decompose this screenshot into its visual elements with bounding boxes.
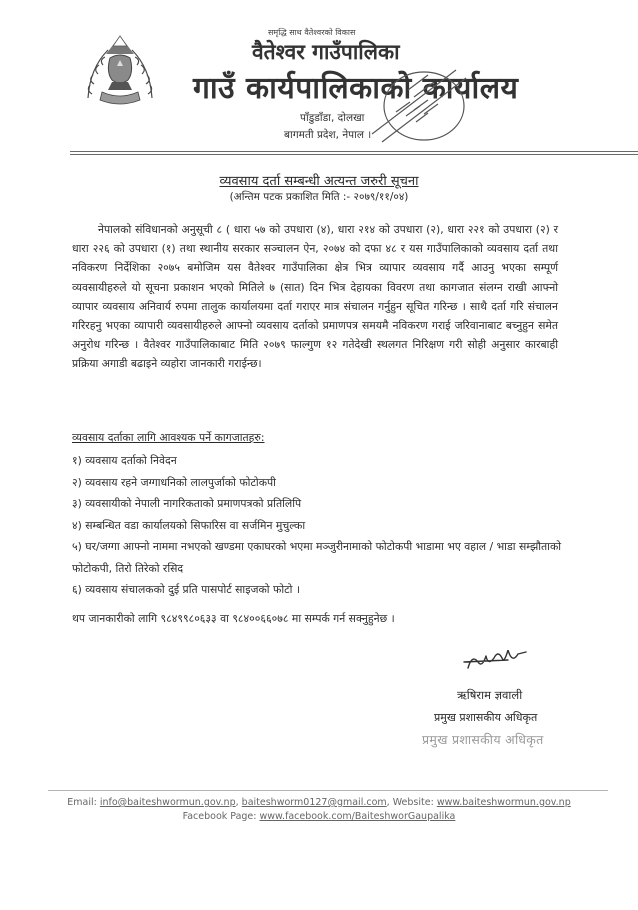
org-name-line2: गाउँ कार्यपालिकाको कार्यालय xyxy=(193,71,519,106)
address-line1: पाँडुडाँडा, दोलखा xyxy=(300,112,365,124)
header-divider-bottom xyxy=(70,154,638,155)
handwritten-signature-icon xyxy=(462,650,532,672)
facebook-link[interactable]: www.facebook.com/BaiteshworGaupalika xyxy=(259,811,456,822)
requirement-item: ६) व्यवसाय संचालकको दुई प्रति पासपोर्ट साइजको फोटो । xyxy=(72,583,300,596)
signatory-stamp: प्रमुख प्रशासकीय अधिकृत xyxy=(422,732,544,747)
motto: समृद्धि साथ वैतेश्वरको विकास xyxy=(268,28,356,37)
requirement-item: ३) व्यवसायीको नेपाली नागरिकताको प्रमाणपत्रको प्रतिलिपि xyxy=(72,497,302,510)
contact-info: थप जानकारीको लागि ९८४९९८०६३३ वा ९८४००६६०७८ मा सम्पर्क गर्न सक्नुहुनेछ । xyxy=(72,612,395,625)
nepal-emblem-icon xyxy=(80,28,160,110)
requirement-item: ५) घर/जग्गा आफ्नो नाममा नभएको खण्डमा एकाघरको भएमा मञ्जुरीनामाको फोटोकपी भाडामा भए वहाल / भाडा सम्झौताको फोटोकपी, तिरो तिरेको रसिद xyxy=(72,540,562,575)
facebook-label: Facebook Page: xyxy=(182,811,257,822)
footer-facebook-line xyxy=(0,811,638,822)
signatory-name: ऋषिराम ज्ञवाली xyxy=(457,688,523,702)
requirement-item: २) व्यवसाय रहने जग्गाधनिको लालपुर्जाको फोटोकपी xyxy=(72,475,276,489)
notice-subtitle: (अन्तिम पटक प्रकाशित मिति :- २०७९/११/०४) xyxy=(229,191,409,203)
email-link-info[interactable]: info@baiteshwormun.gov.np xyxy=(99,797,236,808)
requirement-item: ४) सम्बन्धित वडा कार्यालयको सिफारिस वा सर्जमिन मुचुल्का xyxy=(72,518,306,532)
requirements-list xyxy=(72,450,562,601)
signatory-title: प्रमुख प्रशासकीय अधिकृत xyxy=(434,711,538,724)
website-link[interactable]: www.baiteshwormun.gov.np xyxy=(436,797,571,808)
requirements-heading: व्यवसाय दर्ताका लागि आवश्यक पर्ने कागजातहरु: xyxy=(72,431,265,444)
footer-contact-line: Email: info@baiteshwormun.gov.np, baiteshworm0127@gmail.com, Website: www.baiteshwormun.gov.np xyxy=(67,797,571,808)
header-divider-top xyxy=(70,151,638,152)
footer-divider xyxy=(48,790,608,791)
notice-body: नेपालको संविधानको अनुसूची ८ ( धारा ५७ को उपधारा (४), धारा २१४ को उपधारा (२), धारा २२१ को उपधारा (२) र धारा २२६ को उपधारा (१) तथा स्थानीय सरकार सञ्चालन ऐन, २०७४ को दफा ४८ र यस गाउँपालिकाको व्यवसाय दर्ता तथा नविकरण निर्देशिका २०७५ बमोजिम यस वैतेश्वर गाउँपालिका क्षेत्र भित्र व्यापार व्यवसाय गर्दै आउनु भएका सम्पूर्ण व्यवसायीहरुले यो सूचना प्रकाशन भएको मितिले ७ (सात) दिन भित्र देहायका विवरण तथा कागजात संलग्न राखी आफ्नो व्यापार व्यवसाय अनिवार्य रुपमा तालुक कार्यालयमा दर्ता गराएर मात्र संचालन गर्नुहुन सूचित गरिन्छ । साथै दर्ता गरि संचालन गरिरहनु भएका व्यापारी व्यवसायीहरुले आफ्नो व्यवसाय दर्ताको प्रमाणपत्र समयमै नविकरण गराई जरिवानाबाट बच्नुहुन समेत अनुरोध गरिन्छ । वैतेश्वर गाउँपालिकाबाट मिति २०७९ फाल्गुण १२ गतेदेखी स्थलगत निरिक्षण गरी सोही अनुसार कारबाही प्रक्रिया अगाडी बढाइने व्यहोरा जानकारी गराईन्छ। xyxy=(72,223,558,371)
notice-title: व्यवसाय दर्ता सम्बन्धी अत्यन्त जरुरी सूचना xyxy=(219,174,419,189)
address-line2: बागमती प्रदेश, नेपाल । xyxy=(284,129,372,141)
email-link-gmail[interactable]: baiteshworm0127@gmail.com xyxy=(241,797,387,808)
email-label: Email: xyxy=(67,797,97,808)
org-name-line1: वैतेश्वर गाउँपालिका xyxy=(252,40,400,64)
website-label: Website: xyxy=(392,797,434,808)
office-seal-icon xyxy=(360,62,476,148)
requirement-item: १) व्यवसाय दर्ताको निवेदन xyxy=(72,454,177,467)
